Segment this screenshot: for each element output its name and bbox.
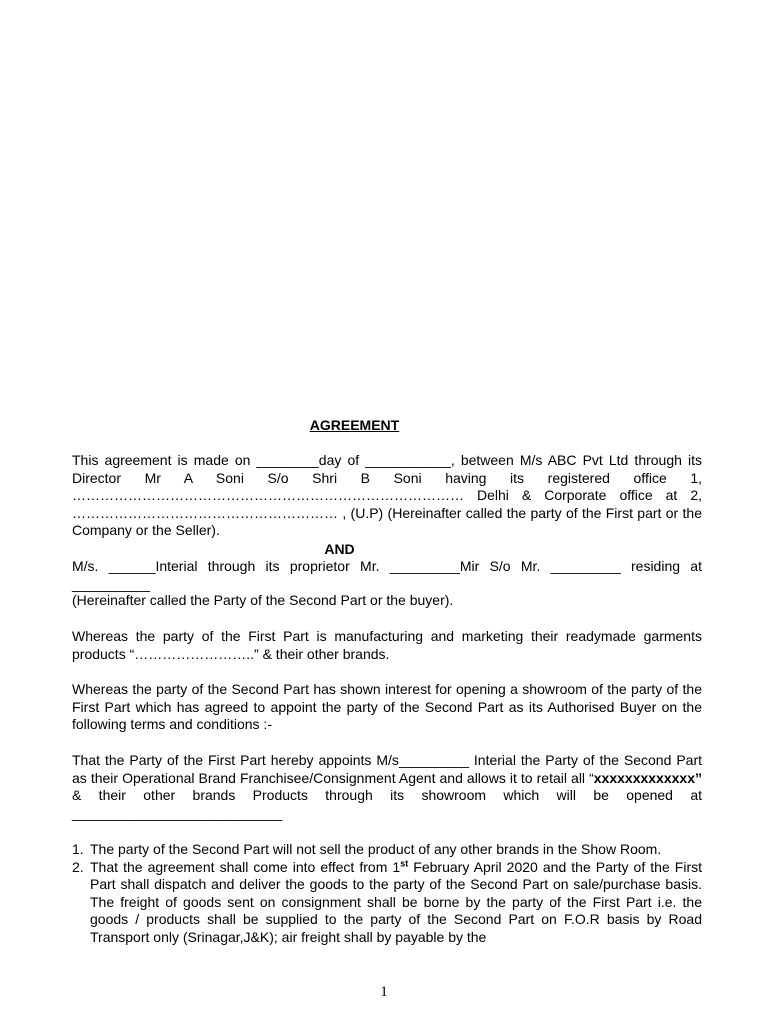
second-party-line: M/s. ______Interial through its proprietor Mr. _________Mir S/o Mr. _________ residing at __________ <box>72 558 702 592</box>
clause-number: 2. <box>72 858 84 875</box>
brand-placeholder: xxxxxxxxxxxxx” <box>593 769 702 786</box>
appointment-text-start: That the Party of the First Part hereby appoints M/s_________ Interial the Party of the Second Part as their Operational Brand Franchisee/Consignment Agent and allows it to retail all “ <box>72 752 702 786</box>
clause-text: The party of the Second Part will not sell the product of any other brands in the Show Room. <box>90 841 662 857</box>
clause-text-end: February April 2020 and the Party of the First Part shall dispatch and deliver the goods to the party of the Second Part on sale/purchase basis. The freight of goods sent on consignment shall be borne by the party of the First Part i.e. the goods / products shall be supplied to the party of the Second Part on F.O.R basis by Road Transport only (Srinagar,J&K); air freight shall by payable by the <box>90 858 702 945</box>
clause-number: 1. <box>72 841 84 857</box>
whereas-paragraph-2: Whereas the party of the Second Part has shown interest for opening a showroom of the party of the First Part which has agreed to appoint the party of the Second Part as its Authorised Buyer on the following terms and conditions :- <box>72 681 702 733</box>
intro-paragraph: This agreement is made on ________day of ___________, between M/s ABC Pvt Ltd through its Director Mr A Soni S/o Shri B Soni having its registered office 1, ………………………………………………………………………… Delhi & Corporate office at 2, ………………………………………………… , (U.P) (Hereinafter called the party of the First part or the Company or the Seller). <box>72 452 702 539</box>
clause-item <box>72 859 702 947</box>
appointment-text-end: & their other brands Products through its showroom which will be opened at ___________________________ <box>72 787 702 821</box>
and-heading: AND <box>324 541 355 557</box>
whereas-paragraph-1: Whereas the party of the First Part is manufacturing and marketing their readymade garments products “……………………..” & their other brands. <box>72 628 702 662</box>
document-title: AGREEMENT <box>309 417 400 433</box>
clause-item <box>72 841 702 859</box>
second-party-description: (Hereinafter called the Party of the Second Part or the buyer). <box>72 592 454 608</box>
page-number: 1 <box>380 984 388 1000</box>
appointment-paragraph <box>72 752 702 822</box>
ordinal-suffix: st <box>400 857 409 868</box>
clause-list <box>72 841 702 947</box>
clause-text-start: That the agreement shall come into effect from 1 <box>90 858 401 875</box>
document-page <box>72 0 702 1024</box>
